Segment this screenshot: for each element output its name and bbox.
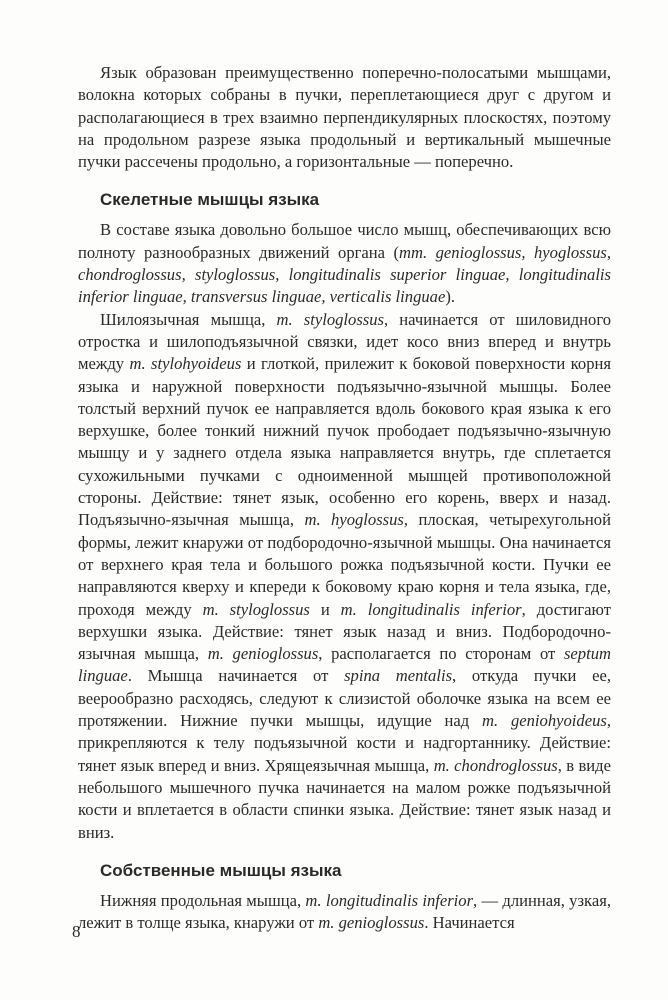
skeletal-paragraph-2 — [78, 309, 611, 844]
text-run: , начинается от шиловидного отростка и шилоподъязычной связки, идет косо вниз вперед и внутрь между — [78, 309, 612, 374]
latin-term: m. styloglossus — [202, 599, 310, 619]
intro-text: Язык образован преимущественно поперечно-полосатыми мышцами, волокна которых собраны в пучки, переплетающиеся друг с другом и располагающиеся в трех взаимно перпендикулярных плоскостях, поэтому на продольном разрезе языка продольный и вертикальный мышечные пучки рассечены продольно, а горизонтальные — поперечно. — [78, 63, 611, 172]
intrinsic-muscles-heading: Собственные мышцы языка — [100, 860, 342, 880]
text-run: , плоская, четырехугольной формы, лежит кнаружи от подбородочно-язычной мышцы. Она начинается от верхнего края тела и большого рожка подъязычной кости. Пучки ее направляются кверху и кпереди к боковому краю корня и тела языка, где, проходя между — [78, 510, 611, 619]
latin-term: m. stylohyoideus — [129, 354, 242, 374]
latin-term: m. chondroglossus — [433, 755, 558, 775]
text-run: , достигают верхушки языка. Действие: тянет язык назад и вниз. Подбородочно-язычная мышца, — [78, 599, 611, 664]
latin-term: m. geniohyoideus — [482, 711, 607, 731]
latin-term: m. longitudinalis inferior — [305, 890, 474, 910]
text-run: , прикрепляются к телу подъязычной кости и надгортаннику. Действие: тянет язык вперед и вниз. Хрящеязычная мышца, — [78, 711, 611, 775]
text-run: , откуда пучки ее, веерообразно расходясь, следуют к слизистой оболочке языка на всем ее протяжении. Нижние пучки мышцы, идущие над — [78, 666, 612, 731]
latin-term: m. genioglossus — [318, 913, 425, 933]
latin-term: septum linguae — [78, 644, 611, 686]
page-body — [78, 62, 611, 934]
latin-term: spina mentalis — [344, 666, 453, 686]
latin-term: m. hyoglossus — [304, 510, 404, 530]
page-number: 8 — [72, 922, 81, 941]
spacer — [78, 173, 611, 189]
skeletal-muscles-heading: Скелетные мышцы языка — [100, 190, 320, 210]
skeletal-paragraph-1 — [78, 219, 611, 308]
spacer — [78, 844, 611, 860]
text-run: . Мышца начинается от — [127, 666, 345, 686]
text-run: Шилоязычная мышца, — [100, 309, 277, 329]
text-run: , в виде небольшого мышечного пучка начинается на малом рожке подъязычной кости и вплетается в области спинки языка. Действие: тянет язык назад и вниз. — [78, 755, 611, 842]
text-run: , располагается по сторонам от — [318, 644, 564, 664]
text-run: и глоткой, прилежит к боковой поверхности корня языка и наружной поверхности подъязычно-язычной мышцы. Более толстый верхний пучок ее направляется вдоль бокового края языка к его верхушке, более тонкий нижний пучок прободает подъязычно-язычную мышцу и у заднего отдела языка направляется внутрь, где сплетается сухожильными пучками с одноименной мышцей противоположной стороны. Действие: тянет язык, особенно его корень, вверх и назад. Подъязычно-язычная мышца, — [78, 354, 611, 530]
latin-term: m. longitudinalis inferior — [340, 599, 522, 619]
spacer — [78, 211, 611, 219]
text-run: ). — [445, 287, 456, 307]
intrinsic-paragraph-1 — [78, 890, 611, 935]
text-run: Нижняя продольная мышца, — [100, 890, 306, 910]
intro-paragraph — [78, 62, 611, 173]
text-run: В составе языка довольно большое число мышц, обеспечивающих всю полноту разнообразных движений органа ( — [78, 220, 611, 262]
latin-term: mm. genioglossus, hyoglossus, chondroglossus, styloglossus, longitudinalis superior linguae, longitudinalis inferior linguae, transversus linguae, verticalis linguae — [78, 242, 611, 307]
latin-term: m. genioglossus — [207, 644, 319, 664]
spacer — [78, 882, 611, 890]
text-run: . Начинается — [424, 913, 515, 933]
latin-term: m. styloglossus — [276, 309, 385, 329]
text-run: , — длинная, узкая, лежит в толще языка, кнаружи от — [78, 890, 611, 933]
text-run: и — [309, 599, 341, 619]
